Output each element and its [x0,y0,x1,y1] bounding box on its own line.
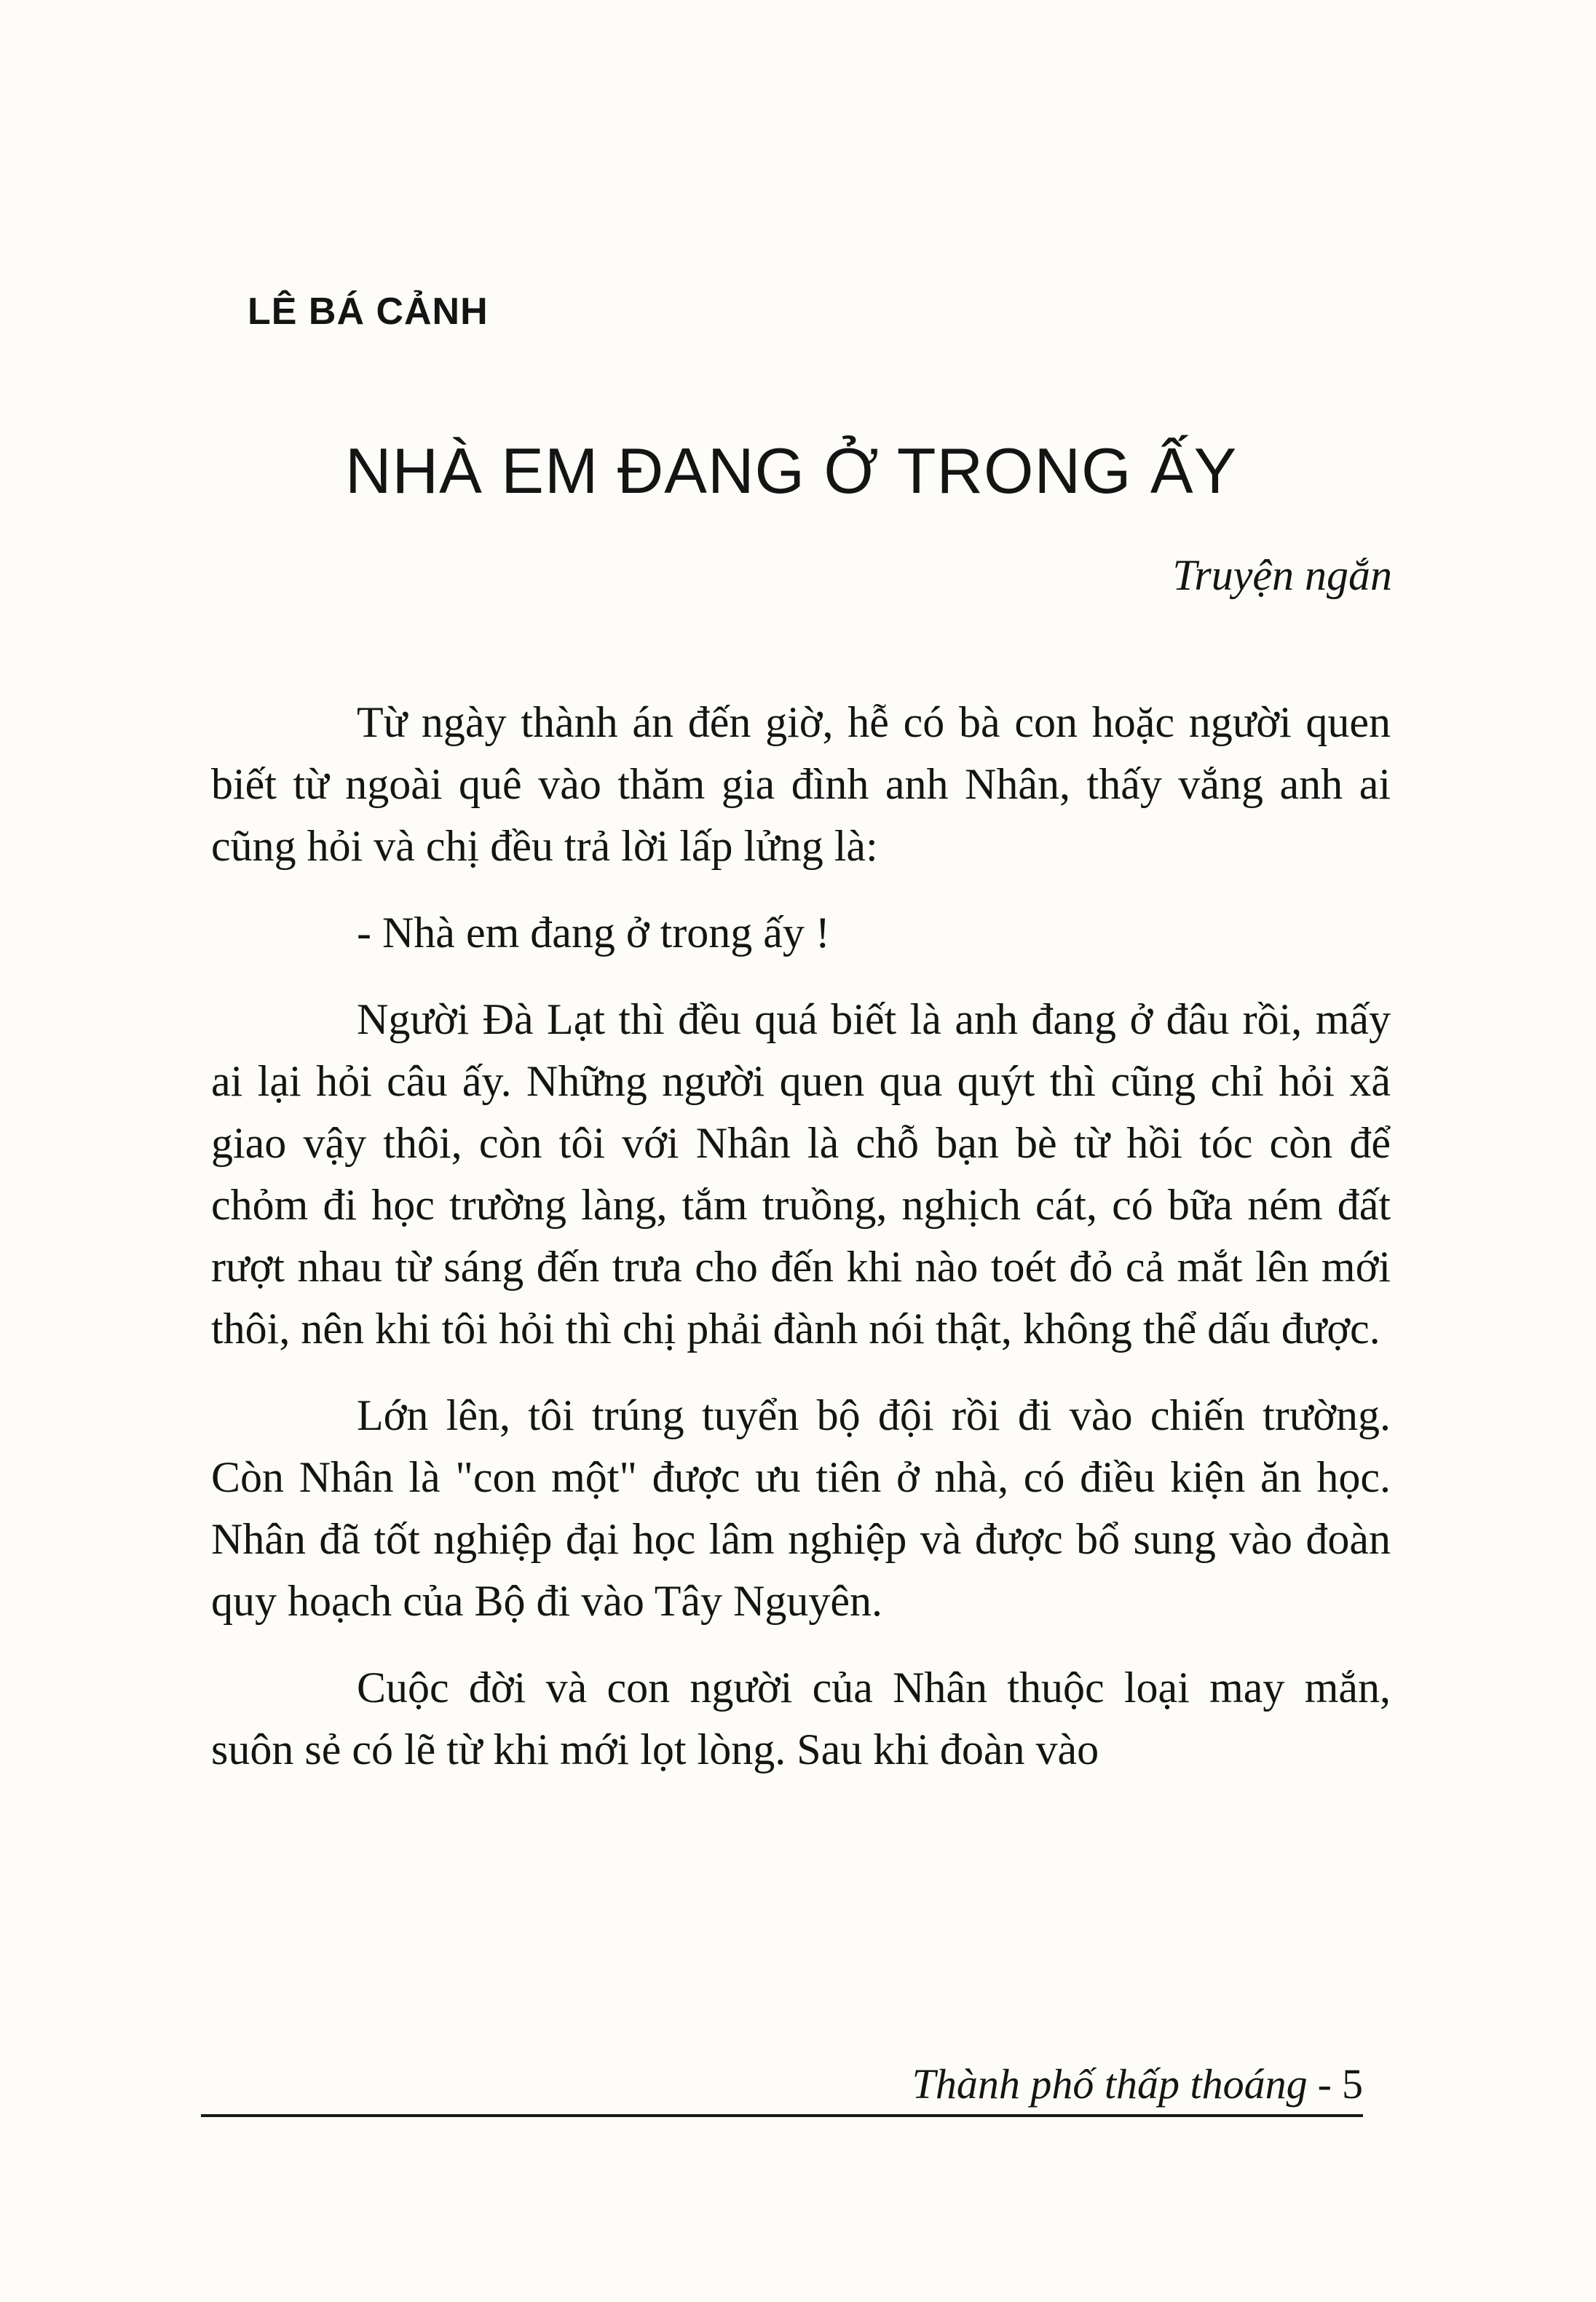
genre-label: Truyện ngắn [1172,551,1392,599]
author-name: LÊ BÁ CẢNH [248,290,489,333]
story-title: NHÀ EM ĐANG Ở TRONG ẤY [345,435,1238,507]
footer-separator: - [1317,2060,1332,2108]
paragraph: Người Đà Lạt thì đều quá biết là anh đang ở đâu rồi, mấy ai lại hỏi câu ấy. Những người quen qua quýt thì cũng chỉ hỏi xã giao vậy thôi, còn tôi với Nhân là chỗ bạn bè từ hồi tóc còn để chỏm đi học trường làng, tắm truồng, nghịch cát, có bữa ném đất rượt nhau từ sáng đến trưa cho đến khi nào toét đỏ cả mắt lên mới thôi, nên khi tôi hỏi thì chị phải đành nói thật, không thể dấu được. [211,995,1391,1353]
page-number: 5 [1342,2060,1363,2108]
paragraph: Lớn lên, tôi trúng tuyển bộ đội rồi đi vào chiến trường. Còn Nhân là "con một" được ưu tiên ở nhà, có điều kiện ăn học. Nhân đã tốt nghiệp đại học lâm nghiệp và được bổ sung vào đoàn quy hoạch của Bộ đi vào Tây Nguyên. [211,1391,1391,1625]
story-body [211,692,1391,1805]
footer-book-title: Thành phố thấp thoáng [912,2060,1308,2108]
page-footer [201,2044,1363,2117]
paragraph: Từ ngày thành án đến giờ, hễ có bà con hoặc người quen biết từ ngoài quê vào thăm gia đình anh Nhân, thấy vắng anh ai cũng hỏi và chị đều trả lời lấp lửng là: [211,698,1391,870]
dialogue-line: - Nhà em đang ở trong ấy ! [357,909,830,957]
paragraph: Cuộc đời và con người của Nhân thuộc loại may mắn, suôn sẻ có lẽ từ khi mới lọt lòng. Sau khi đoàn vào [211,1664,1391,1773]
running-footer [912,2060,1363,2108]
